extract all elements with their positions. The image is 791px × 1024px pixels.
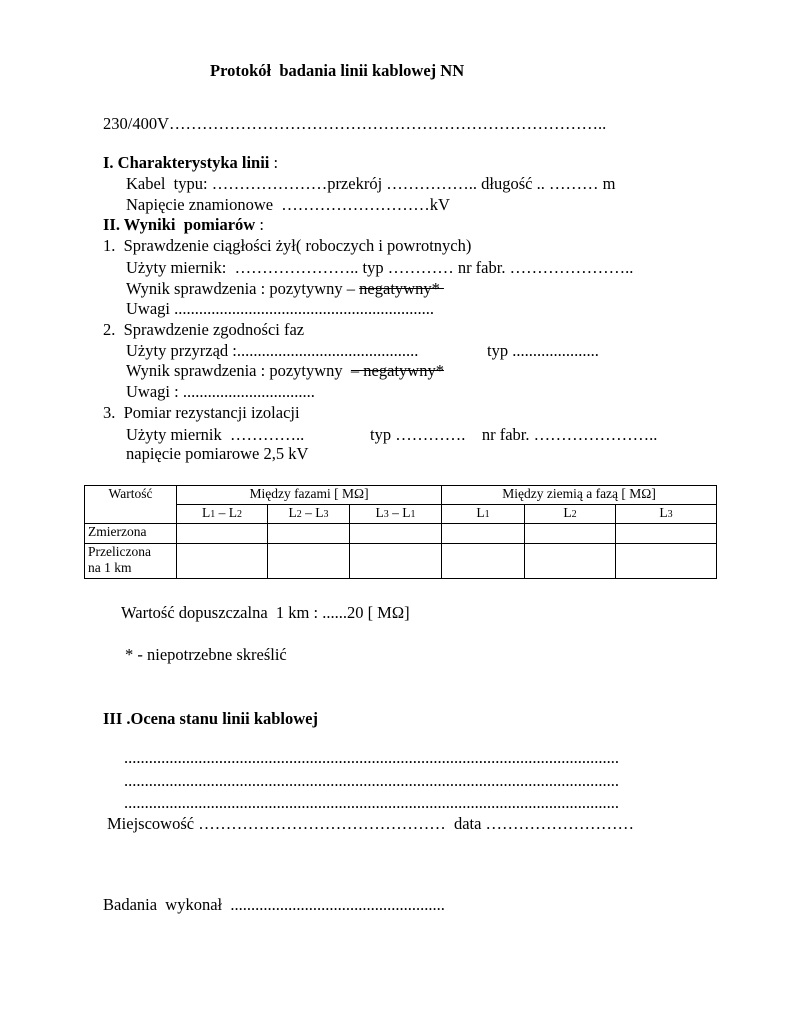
table-cell[interactable]: [442, 544, 525, 579]
item1-result-line: [126, 279, 444, 299]
item3-test-voltage: napięcie pomiarowe 2,5 kV: [126, 444, 309, 463]
subheader-l3: L3: [616, 505, 717, 524]
section2-heading-label: II. Wyniki pomiarów: [103, 215, 256, 234]
subheader-l1-l2: L1 – L2: [177, 505, 268, 524]
section1-heading: [103, 153, 278, 173]
table-cell[interactable]: [268, 544, 350, 579]
nominal-voltage-line: Napięcie znamionowe ………………………kV: [126, 195, 450, 214]
subheader-l1: L1: [442, 505, 525, 524]
item3-meter-line: Użyty miernik …………..: [126, 425, 305, 444]
column-group-phases: Między fazami [ MΩ]: [177, 486, 442, 505]
item1-title: 1. Sprawdzenie ciągłości żył( roboczych i powrotnych): [103, 236, 472, 255]
footnote: * - niepotrzebne skreślić: [125, 645, 287, 664]
document-title: Protokół badania linii kablowej NN: [210, 61, 465, 80]
section2-heading-colon: :: [255, 215, 264, 234]
item2-result-prefix: Wynik sprawdzenia : pozytywny: [126, 361, 351, 380]
table-row: [85, 524, 717, 544]
assessment-line-1: ........................................................................................................................: [124, 748, 619, 767]
table-cell[interactable]: [350, 544, 442, 579]
table-cell[interactable]: [350, 524, 442, 544]
table-cell[interactable]: [268, 524, 350, 544]
table-cell[interactable]: [616, 524, 717, 544]
subheader-l2-l3: L2 – L3: [268, 505, 350, 524]
subheader-l2: L2: [525, 505, 616, 524]
table-cell[interactable]: [525, 524, 616, 544]
assessment-line-3: ........................................................................................................................: [124, 793, 619, 812]
item2-type-line: typ .....................: [487, 341, 599, 360]
measurement-table: [84, 485, 717, 579]
cable-line: Kabel typu: …………………przekrój …………….. długość .. ……… m: [126, 174, 616, 193]
item3-title: 3. Pomiar rezystancji izolacji: [103, 403, 300, 422]
item2-result-struck: – negatywny*: [350, 361, 444, 380]
section1-heading-label: I. Charakterystyka linii: [103, 153, 270, 172]
performed-by-line: Badania wykonał ....................................................: [103, 895, 445, 914]
table-cell[interactable]: [616, 544, 717, 579]
table-row: [85, 544, 717, 579]
subheader-l3-l1: L3 – L1: [350, 505, 442, 524]
column-group-ground: Między ziemią a fazą [ MΩ]: [442, 486, 717, 505]
assessment-line-2: ........................................................................................................................: [124, 771, 619, 790]
table-cell[interactable]: [177, 524, 268, 544]
table-cell[interactable]: [177, 544, 268, 579]
section3-heading: III .Ocena stanu linii kablowej: [103, 709, 318, 728]
voltage-line: 230/400V……………………………………………………………………..: [103, 114, 607, 133]
item2-result-line: [126, 361, 444, 381]
table-cell[interactable]: [525, 544, 616, 579]
item1-result-prefix: Wynik sprawdzenia : pozytywny –: [126, 279, 360, 298]
section2-heading: [103, 215, 264, 235]
allowed-value: Wartość dopuszczalna 1 km : ......20 [ MΩ]: [121, 603, 410, 622]
item2-remarks: Uwagi : ................................: [126, 382, 315, 401]
row-label-converted: Przeliczona na 1 km: [85, 544, 177, 579]
column-header-value: Wartość: [85, 486, 177, 524]
table-cell[interactable]: [442, 524, 525, 544]
item1-remarks: Uwagi ...............................................................: [126, 299, 434, 318]
item3-type-line: typ …………. nr fabr. …………………..: [370, 425, 658, 444]
item2-title: 2. Sprawdzenie zgodności faz: [103, 320, 305, 339]
item1-meter-line: Użyty miernik: ………………….. typ ………… nr fabr. …………………..: [126, 258, 634, 277]
row-label-measured: Zmierzona: [85, 524, 177, 544]
item2-device-line: Użyty przyrząd :............................................: [126, 341, 419, 360]
item1-result-struck: negatywny*: [359, 279, 444, 298]
section1-heading-colon: :: [269, 153, 279, 172]
place-date-line: Miejscowość ……………………………………… data ………………………: [107, 814, 635, 833]
